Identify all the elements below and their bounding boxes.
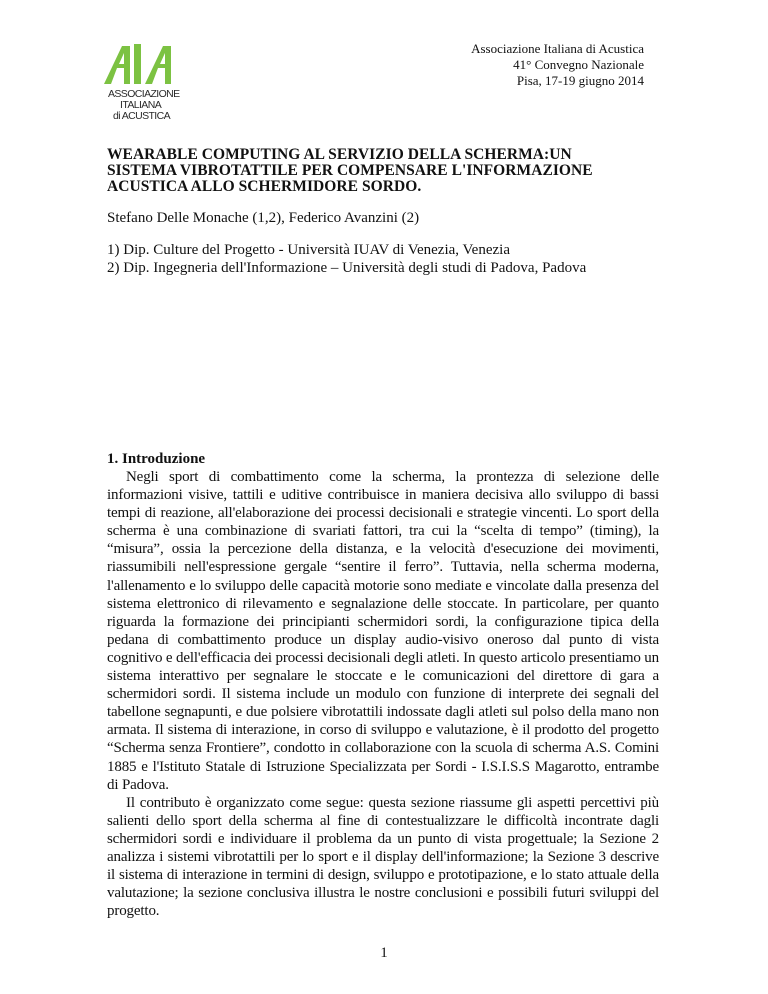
affiliations [107, 241, 586, 277]
title-line: ACUSTICA ALLO SCHERMIDORE SORDO. [107, 178, 422, 195]
conference-info [471, 41, 644, 89]
paragraph: Negli sport di combattimento come la scherma, la prontezza di selezione delle informazioni visive, tattili e uditive contribuisce in maniera decisiva allo sviluppo di bassi tempi di reazione, all'elaborazione dei processi decisionali e strategie vincenti. Lo sport della scherma è una combinazione di svariati fattori, tra cui la “scelta di tempo” (timing), la “misura”, ossia la percezione della distanza, e la velocità d'esecuzione dei movimenti, riassumibili nell'espressione gergale “sentire il ferro”. Tuttavia, nella scherma moderna, l'allenamento e lo sviluppo delle capacità motorie sono mediate e vincolate dalla presenza del sistema elettronico di rilevamento e segnalazione delle stoccate. In particolare, per quanto riguarda la formazione dei principianti schermidori sordi, la configurazione tipica della pedana di combattimento produce un display audio-visivo oneroso dal punto di vista cognitivo e dell'efficacia dei processi decisionali degli atleti. In questo articolo presentiamo un sistema interattivo per segnalare le stoccate e le comunicazioni del direttore di gara a schermidori sordi. Il sistema include un modulo con funzione di interprete dei segnali del tabellone segnapunti, e due polsiere vibrotattili indossate dagli atleti sul polso della mano non armata. Il sistema di interazione, in corso di sviluppo e valutazione, è il prodotto del progetto “Scherma senza Frontiere”, condotto in collaborazione con la scuola di scherma A.S. Comini 1885 e l'Istituto Statale di Istruzione Specializzata per Sordi - I.S.I.S.S Magarotto, entrambe di Padova. [107, 469, 659, 793]
conference-name: Associazione Italiana di Acustica [471, 41, 644, 56]
conference-edition: 41° Convegno Nazionale [513, 57, 644, 72]
title-line: WEARABLE COMPUTING AL SERVIZIO DELLA SCHERMA:UN [107, 146, 572, 163]
logo-text [108, 89, 218, 122]
page-number: 1 [380, 945, 388, 961]
logo-text-line: ITALIANA [120, 99, 162, 111]
section-heading: 1. Introduzione [107, 451, 206, 467]
title-line: SISTEMA VIBROTATTILE PER COMPENSARE L'INFORMAZIONE [107, 162, 593, 179]
logo-text-line: ASSOCIAZIONE [108, 88, 180, 100]
section-body [107, 468, 659, 920]
paper-title [107, 147, 667, 195]
affiliation: 2) Dip. Ingegneria dell'Informazione – Università degli studi di Padova, Padova [107, 260, 587, 276]
conference-place-date: Pisa, 17-19 giugno 2014 [516, 73, 644, 88]
affiliation: 1) Dip. Culture del Progetto - Università IUAV di Venezia, Venezia [107, 242, 510, 258]
authors: Stefano Delle Monache (1,2), Federico Avanzini (2) [107, 210, 420, 226]
logo-text-line: di ACUSTICA [113, 110, 170, 122]
paragraph: Il contributo è organizzato come segue: questa sezione riassume gli aspetti percettivi più salienti dello sport della scherma al fine di contestualizzare le difficoltà incontrate dagli schermidori sordi e individuare il problema da un punto di vista progettuale; la Sezione 2 analizza i sistemi vibrotattili per lo sport e il display dell'informazione; la Sezione 3 descrive il sistema di interazione in termini di design, sviluppo e prototipazione, e lo stato attuale della valutazione; la sezione conclusiva illustra le nostre conclusioni e possibili futuri sviluppi del progetto. [107, 794, 659, 920]
